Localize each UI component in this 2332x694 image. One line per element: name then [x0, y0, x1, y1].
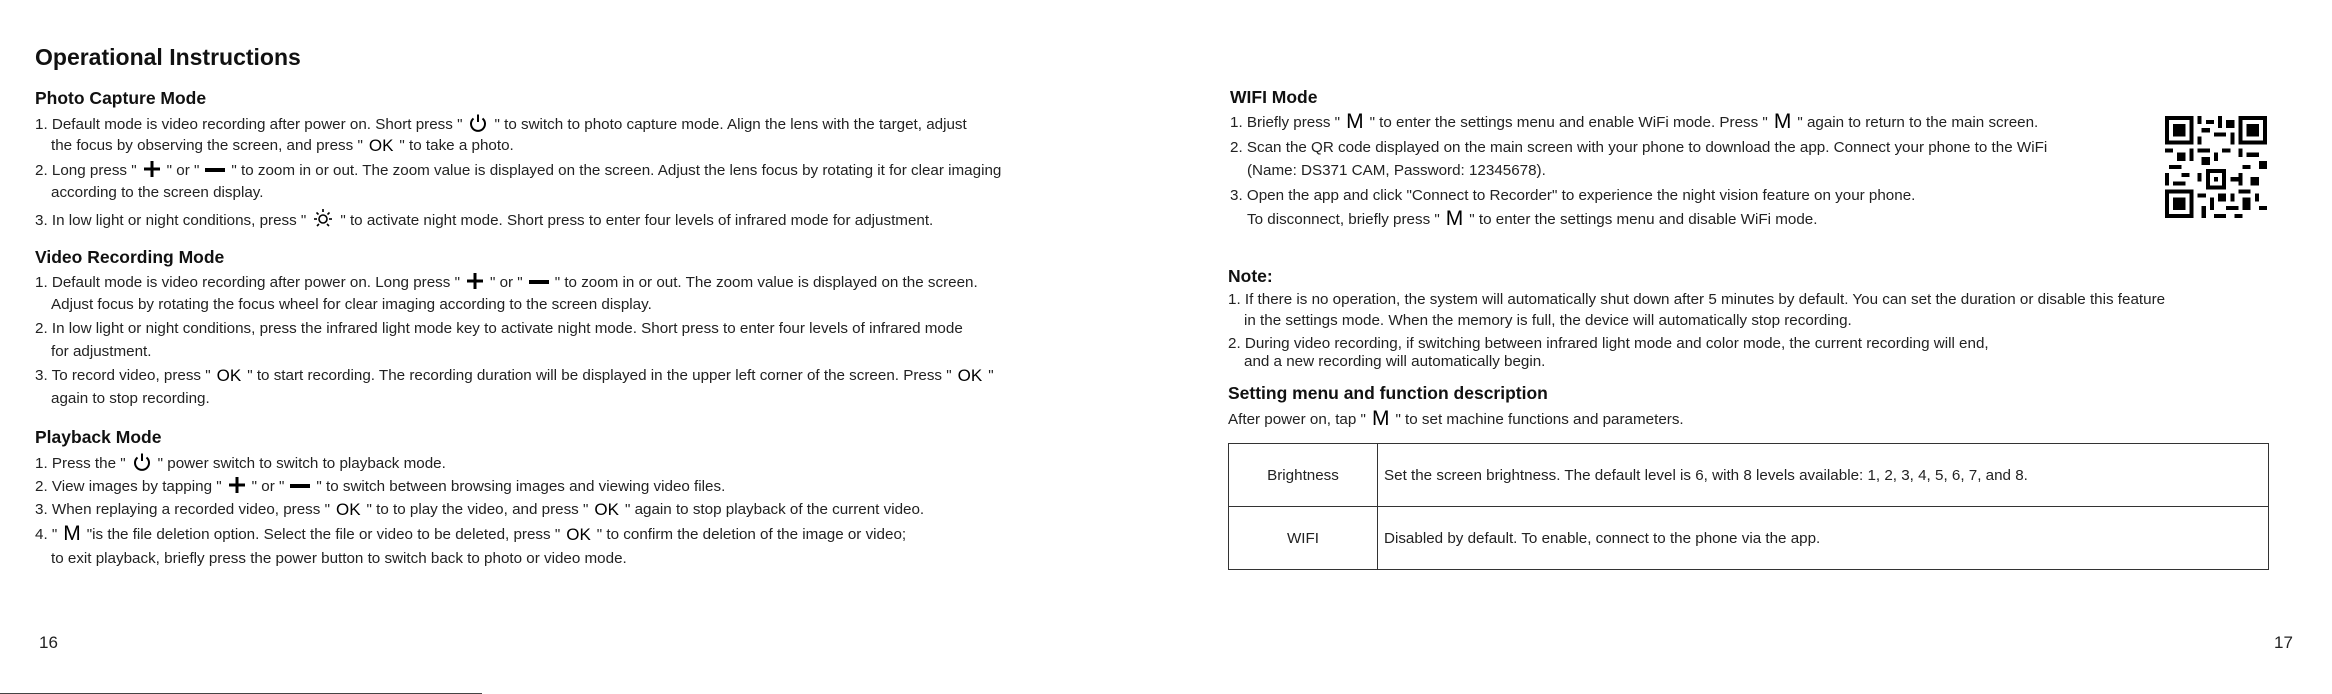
- setting-name: Brightness: [1229, 444, 1378, 507]
- table-row: [1229, 444, 2269, 507]
- text: 1. Default mode is video recording after power on. Short press ": [35, 116, 463, 133]
- ok-symbol: OK: [216, 366, 242, 385]
- plus-icon: [143, 160, 161, 178]
- video-mode-title: Video Recording Mode: [35, 247, 225, 267]
- m-symbol: M: [1773, 110, 1792, 133]
- text: " or ": [166, 162, 200, 179]
- text: " to confirm the deletion of the image or video;: [596, 526, 907, 543]
- setting-name: WIFI: [1229, 507, 1378, 570]
- text: 1. Press the ": [35, 455, 126, 472]
- text: After power on, tap ": [1228, 411, 1366, 428]
- video-line-6: again to stop recording.: [51, 390, 210, 407]
- wifi-line-2: 2. Scan the QR code displayed on the main screen with your phone to download the app. Connect your phone to the WiFi: [1230, 139, 2048, 156]
- ok-symbol: OK: [368, 136, 394, 155]
- m-symbol: M: [1445, 207, 1464, 230]
- photo-line-1: [35, 113, 967, 135]
- text: To disconnect, briefly press ": [1247, 211, 1440, 228]
- wifi-line-3: (Name: DS371 CAM, Password: 12345678).: [1247, 162, 1546, 179]
- text: " to take a photo.: [399, 137, 514, 154]
- m-symbol: M: [1371, 407, 1390, 430]
- text: " power switch to switch to playback mode.: [157, 455, 446, 472]
- text: 3. In low light or night conditions, press ": [35, 212, 307, 229]
- note-line-2: in the settings mode. When the memory is full, the device will automatically stop recording.: [1244, 312, 1852, 329]
- qr-code: [2165, 116, 2267, 218]
- wifi-line-1: [1230, 112, 2038, 133]
- text: 1. Default mode is video recording after power on. Long press ": [35, 274, 460, 291]
- text: 3. When replaying a recorded video, press ": [35, 501, 330, 518]
- note-line-3: 2. During video recording, if switching between infrared light mode and color mode, the current recording will end,: [1228, 335, 1989, 352]
- video-line-3: 2. In low light or night conditions, press the infrared light mode key to activate night mode. Short press to enter four levels of infrared mode: [35, 320, 963, 337]
- wifi-line-5: [1247, 209, 1817, 230]
- video-line-4: for adjustment.: [51, 343, 152, 360]
- text: 1. Briefly press ": [1230, 114, 1341, 131]
- playback-line-2: [35, 476, 725, 497]
- plus-icon: [228, 476, 246, 494]
- setting-description: Set the screen brightness. The default level is 6, with 8 levels available: 1, 2, 3, 4, 5, 6, 7, and 8.: [1378, 444, 2269, 507]
- video-line-1: [35, 272, 978, 293]
- minus-icon: [529, 280, 549, 284]
- text: " to switch between browsing images and viewing video files.: [316, 478, 726, 495]
- power-icon: [132, 452, 152, 472]
- playback-line-1: [35, 452, 446, 474]
- text: " to set machine functions and parameters.: [1395, 411, 1684, 428]
- text: 3. To record video, press ": [35, 367, 211, 384]
- note-line-4: and a new recording will automatically begin.: [1244, 353, 1546, 370]
- text: " again to stop playback of the current video.: [624, 501, 925, 518]
- page-number-left: 16: [39, 633, 58, 652]
- m-symbol: M: [63, 522, 81, 545]
- text: " to to play the video, and press ": [366, 501, 589, 518]
- text: " to switch to photo capture mode. Align the lens with the target, adjust: [494, 116, 967, 133]
- minus-icon: [290, 484, 310, 488]
- settings-table: [1228, 443, 2269, 570]
- text: " or ": [251, 478, 285, 495]
- text: " to zoom in or out. The zoom value is displayed on the screen. Adjust the lens focus by rotating it for clear imaging: [231, 162, 1002, 179]
- m-symbol: M: [1346, 110, 1364, 133]
- text: " to enter the settings menu and enable WiFi mode. Press ": [1369, 114, 1768, 131]
- playback-mode-title: Playback Mode: [35, 427, 162, 447]
- text: " to start recording. The recording duration will be displayed in the upper left corner of the screen. Press ": [247, 367, 952, 384]
- page-title: Operational Instructions: [35, 44, 301, 70]
- note-line-1: 1. If there is no operation, the system will automatically shut down after 5 minutes by default. You can set the duration or disable this feature: [1228, 291, 2166, 308]
- text: " to enter the settings menu and disable WiFi mode.: [1469, 211, 1818, 228]
- plus-icon: [466, 272, 484, 290]
- ok-symbol: OK: [566, 525, 591, 544]
- photo-line-5: [35, 207, 933, 231]
- photo-line-2: [51, 136, 514, 156]
- ok-symbol: OK: [594, 500, 619, 519]
- video-line-2: Adjust focus by rotating the focus wheel for clear imaging according to the screen display.: [51, 296, 652, 313]
- photo-line-3: [35, 160, 1001, 181]
- video-line-5: [35, 366, 994, 386]
- text: "is the file deletion option. Select the file or video to be deleted, press ": [86, 526, 561, 543]
- text: ": [988, 367, 994, 384]
- playback-line-3: [35, 500, 924, 520]
- wifi-mode-title: WIFI Mode: [1230, 87, 1318, 107]
- text: 4. ": [35, 526, 58, 543]
- minus-icon: [205, 168, 225, 172]
- ok-symbol: OK: [335, 500, 361, 519]
- page-number-right: 17: [2274, 633, 2293, 652]
- text: " or ": [489, 274, 523, 291]
- ok-symbol: OK: [957, 366, 983, 385]
- wifi-line-4: 3. Open the app and click "Connect to Recorder" to experience the night vision feature on your phone.: [1230, 187, 1916, 204]
- settings-title: Setting menu and function description: [1228, 383, 1548, 403]
- sun-icon: [312, 207, 334, 229]
- settings-intro: [1228, 409, 1684, 430]
- text: " to zoom in or out. The zoom value is displayed on the screen.: [554, 274, 978, 291]
- text: " to activate night mode. Short press to enter four levels of infrared mode for adjustment.: [340, 212, 934, 229]
- photo-mode-title: Photo Capture Mode: [35, 88, 207, 108]
- playback-line-5: to exit playback, briefly press the power button to switch back to photo or video mode.: [51, 550, 627, 567]
- setting-description: Disabled by default. To enable, connect to the phone via the app.: [1378, 507, 2269, 570]
- table-row: [1229, 507, 2269, 570]
- text: the focus by observing the screen, and press ": [51, 137, 363, 154]
- note-title: Note:: [1228, 266, 1273, 286]
- power-icon: [468, 113, 488, 133]
- text: 2. Long press ": [35, 162, 137, 179]
- playback-line-4: [35, 524, 906, 545]
- text: " again to return to the main screen.: [1797, 114, 2039, 131]
- photo-line-4: according to the screen display.: [51, 184, 264, 201]
- text: 2. View images by tapping ": [35, 478, 222, 495]
